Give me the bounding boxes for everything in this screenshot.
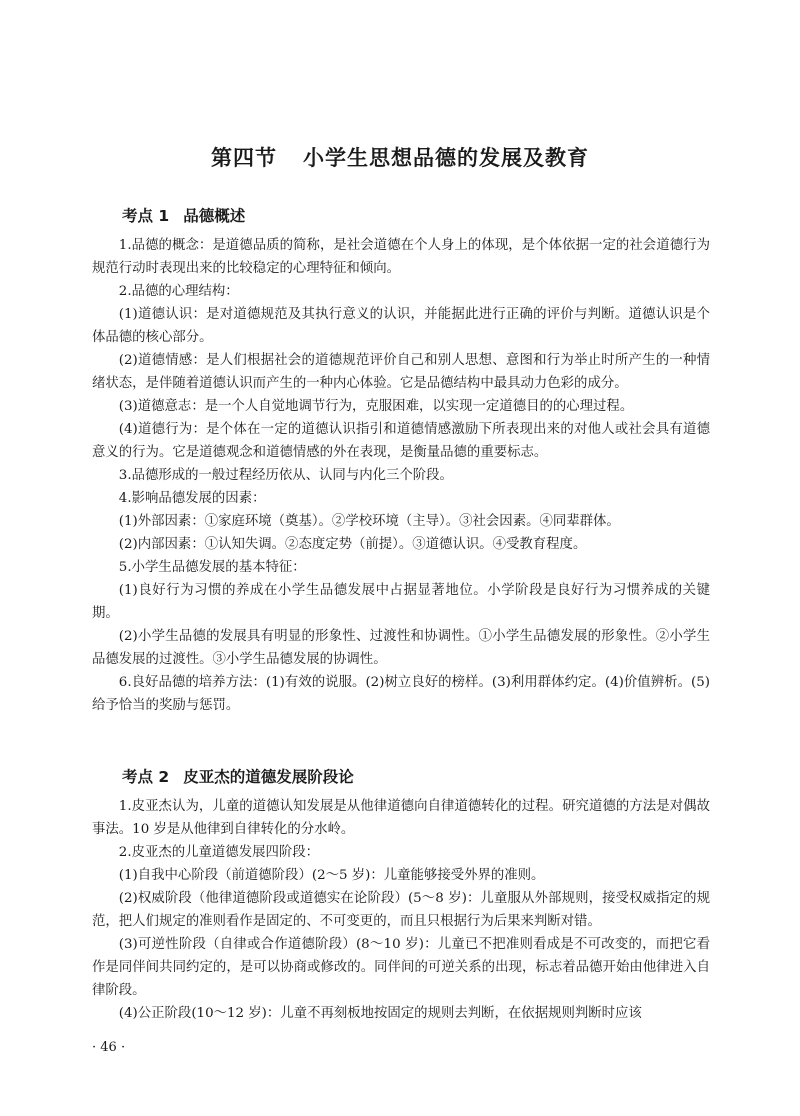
paragraph: (1)道德认识：是对道德规范及其执行意义的认识，并能据此进行正确的评价与判断。道德认识是个体品德的核心部分。: [92, 307, 710, 345]
topic-2-body: [92, 795, 710, 1025]
page-number: · 46 ·: [92, 1040, 126, 1055]
paragraph: (1)外部因素：①家庭环境（奠基）。②学校环境（主导）。③社会因素。④同辈群体。: [118, 514, 620, 529]
paragraph: 1.品德的概念：是道德品质的简称，是社会道德在个人身上的体现，是个体依据一定的社会道德行为规范行动时表现出来的比较稳定的心理特征和倾向。: [92, 238, 710, 276]
paragraph: 2.品德的心理结构：: [118, 284, 239, 299]
topic-1-heading: [122, 204, 245, 226]
paragraph: (1)良好行为习惯的养成在小学生品德发展中占据显著地位。小学阶段是良好行为习惯养成的关键期。: [92, 583, 710, 621]
paragraph: 1.皮亚杰认为，儿童的道德认知发展是从他律道德向自律道德转化的过程。研究道德的方法是对偶故事法。10 岁是从他律到自律转化的分水岭。: [92, 799, 710, 837]
paragraph: (4)道德行为：是个体在一定的道德认识指引和道德情感激励下所表现出来的对他人或社会具有道德意义的行为。它是道德观念和道德情感的外在表现，是衡量品德的重要标志。: [92, 422, 710, 460]
paragraph: 3.品德形成的一般过程经历依从、认同与内化三个阶段。: [118, 468, 453, 483]
paragraph: (2)内部因素：①认知失调。②态度定势（前提）。③道德认识。④受教育程度。: [118, 537, 587, 552]
topic-1-body: [92, 234, 710, 717]
paragraph: 4.影响品德发展的因素：: [118, 491, 266, 506]
topic-2-heading: [122, 765, 354, 787]
topic-2-label: 考点 2: [122, 768, 170, 786]
paragraph: (2)权威阶段（他律道德阶段或道德实在论阶段）(5～8 岁)：儿童服从外部规则，接受权威指定的规范，把人们规定的准则看作是固定的、不可变更的，而且只根据行为后果来判断对错。: [92, 891, 710, 929]
topic-1-name: 品德概述: [183, 207, 246, 225]
paragraph: 2.皮亚杰的儿童道德发展四阶段：: [118, 845, 320, 860]
topic-1-label: 考点 1: [122, 207, 170, 225]
section-title: [0, 142, 800, 172]
paragraph: 6.良好品德的培养方法：(1)有效的说服。(2)树立良好的榜样。(3)利用群体约定。(4)价值辨析。(5)给予恰当的奖励与惩罚。: [92, 675, 710, 713]
section-name: 小学生思想品德的发展及教育: [303, 146, 589, 170]
paragraph: (2)小学生品德的发展具有明显的形象性、过渡性和协调性。①小学生品德发展的形象性。②小学生品德发展的过渡性。③小学生品德发展的协调性。: [92, 629, 710, 667]
topic-2-name: 皮亚杰的道德发展阶段论: [183, 768, 354, 786]
paragraph: (3)可逆性阶段（自律或合作道德阶段）(8～10 岁)：儿童已不把准则看成是不可改变的，而把它看作是同伴间共同约定的，是可以协商或修改的。同伴间的可逆关系的出现，标志着品德开始由他律进入自律阶段。: [92, 937, 710, 998]
section-number: 第四节: [211, 146, 277, 170]
paragraph: (2)道德情感：是人们根据社会的道德规范评价自己和别人思想、意图和行为举止时所产生的一种情绪状态，是伴随着道德认识而产生的一种内心体验。它是品德结构中最具动力色彩的成分。: [92, 353, 710, 391]
paragraph: (1)自我中心阶段（前道德阶段）(2～5 岁)：儿童能够接受外界的准则。: [118, 868, 545, 883]
paragraph: (3)道德意志：是一个人自觉地调节行为，克服困难，以实现一定道德目的的心理过程。: [118, 399, 634, 414]
paragraph: 5.小学生品德发展的基本特征：: [118, 560, 306, 575]
paragraph: (4)公正阶段(10～12 岁)：儿童不再刻板地按固定的规则去判断，在依据规则判断时应该: [118, 1006, 642, 1021]
